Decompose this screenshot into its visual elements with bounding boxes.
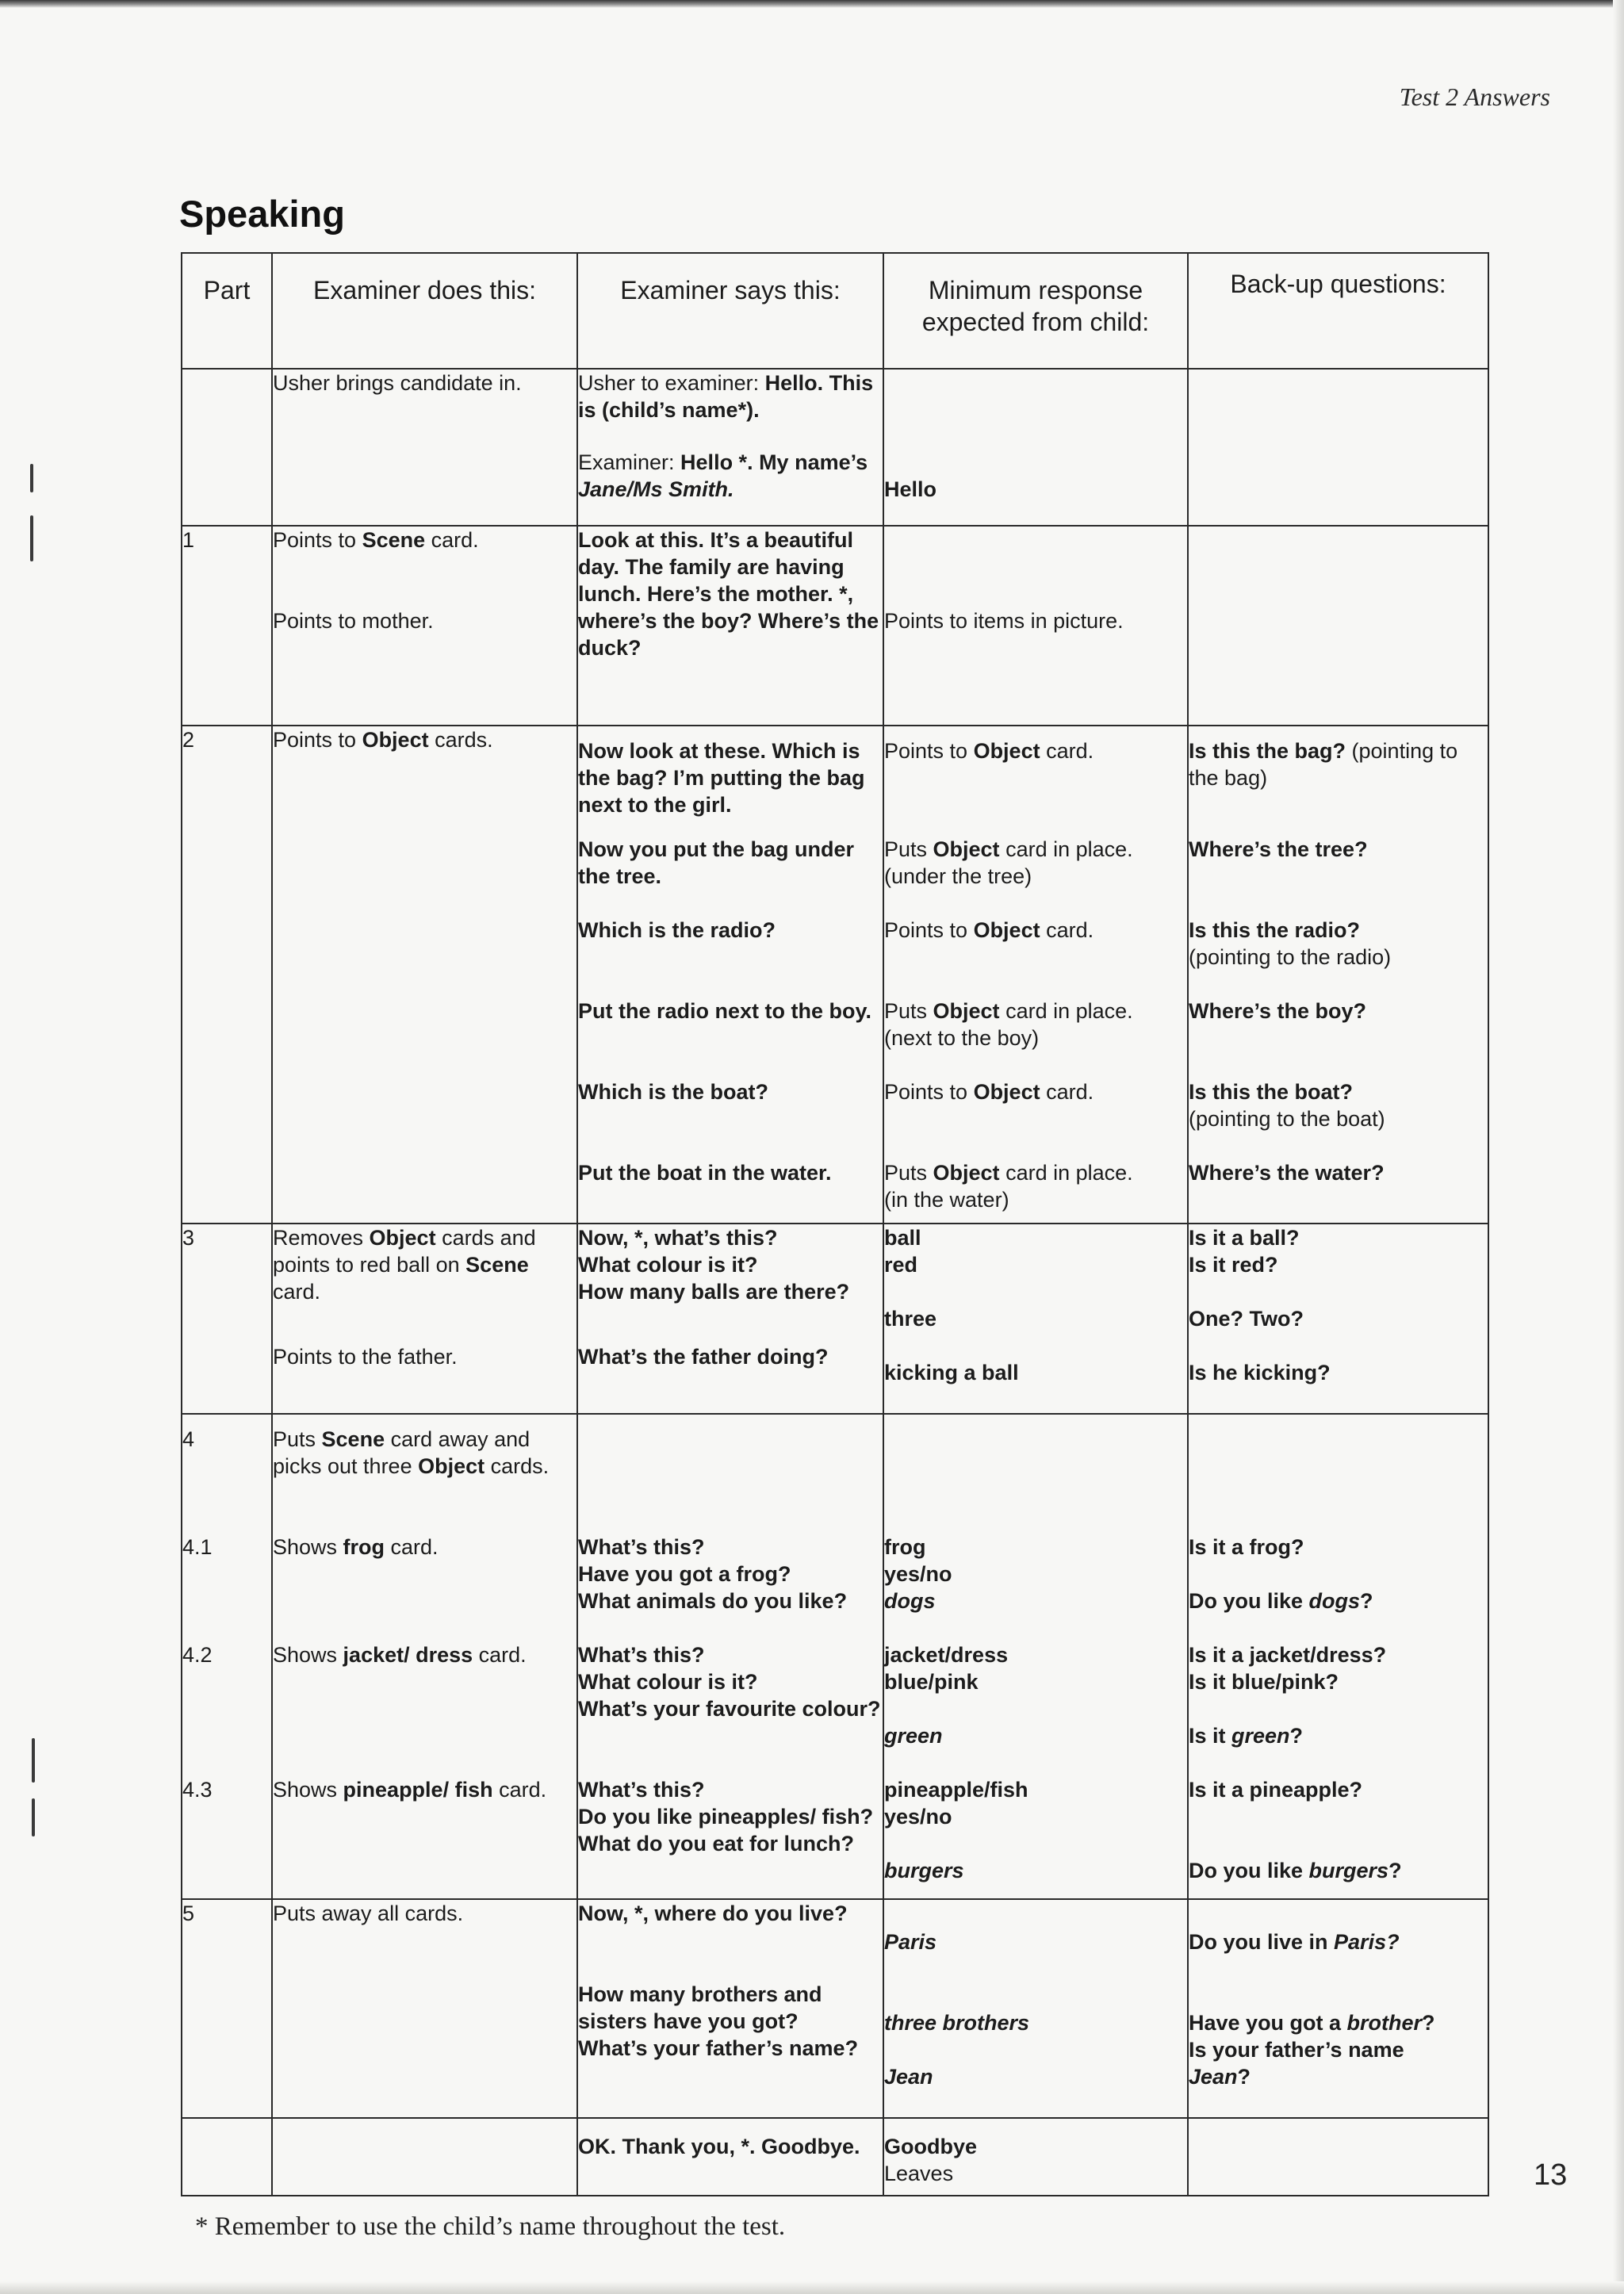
does-cell: Removes Object cards and points to red ball on Scene card. Points to the father. [272, 1224, 577, 1414]
footnote: * Remember to use the child’s name throughout the test. [195, 2212, 786, 2241]
part-cell [182, 369, 272, 526]
says-cell: Now look at these. Which is the bag? I’m putting the bag next to the girl. Now you put the bag under the tree. Which is the radio? Put the radio next to the boy. Which is the boat? Put the boat in the water. [577, 726, 883, 1224]
table-row [182, 1414, 1488, 1899]
says-cell: Look at this. It’s a beautiful day. The family are having lunch. Here’s the mother. *, where’s the boy? Where’s the duck? [577, 526, 883, 726]
says-cell: Now, *, where do you live? How many brothers and sisters have you got? What’s your father’s name? [577, 1899, 883, 2118]
column-header: Back-up questions: [1188, 253, 1488, 369]
says-cell: What’s this? Have you got a frog? What animals do you like? What’s this? What colour is it? What’s your favourite colour? What’s this? Do you like pineapples/ fish? What do you eat for lunch? [577, 1414, 883, 1899]
column-header: Examiner says this: [577, 253, 883, 369]
does-cell: Points to Object cards. [272, 726, 577, 1224]
backup-cell: Is it a frog? Do you like dogs? Is it a jacket/dress? Is it blue/pink? Is it green? Is it a pineapple? Do you like burgers? [1188, 1414, 1488, 1899]
response-cell: Points to items in picture. [883, 526, 1188, 726]
does-cell: Usher brings candidate in. [272, 369, 577, 526]
part-cell: 2 [182, 726, 272, 1224]
scan-top-edge [0, 0, 1624, 8]
does-cell: Puts away all cards. [272, 1899, 577, 2118]
binder-mark [30, 464, 33, 492]
backup-cell: Do you live in Paris? Have you got a brother? Is your father’s name Jean? [1188, 1899, 1488, 2118]
backup-cell [1188, 526, 1488, 726]
part-cell: 5 [182, 1899, 272, 2118]
part-cell: 3 [182, 1224, 272, 1414]
backup-cell: Is this the bag? (pointing to the bag) Where’s the tree? Is this the radio? (pointing to the radio) Where’s the boy? Is this the boat? (pointing to the boat) Where’s the water? [1188, 726, 1488, 1224]
response-cell: Paris three brothers Jean [883, 1899, 1188, 2118]
says-cell: Now, *, what’s this? What colour is it? How many balls are there? What’s the father doing? [577, 1224, 883, 1414]
binder-mark [32, 1738, 35, 1783]
response-cell: Hello [883, 369, 1188, 526]
response-cell: frog yes/no dogs jacket/dress blue/pink green pineapple/fish yes/no burgers [883, 1414, 1188, 1899]
does-cell: Points to Scene card. Points to mother. [272, 526, 577, 726]
table-row [182, 726, 1488, 1224]
table-header-row [182, 253, 1488, 369]
scan-right-edge [1613, 0, 1624, 2294]
column-header: Part [182, 253, 272, 369]
says-cell: OK. Thank you, *. Goodbye. [577, 2118, 883, 2196]
table-row [182, 1224, 1488, 1414]
scan-bottom-edge [0, 2281, 1624, 2294]
part-cell: 4 4.1 4.2 4.3 [182, 1414, 272, 1899]
table-row [182, 369, 1488, 526]
says-cell: Usher to examiner: Hello. This is (child’s name*). Examiner: Hello *. My name’s Jane/Ms Smith. [577, 369, 883, 526]
response-cell: Goodbye Leaves [883, 2118, 1188, 2196]
does-cell: Puts Scene card away and picks out three Object cards. Shows frog card. Shows jacket/ dress card. Shows pineapple/ fish card. [272, 1414, 577, 1899]
page-number: 13 [1534, 2158, 1568, 2192]
section-title: Speaking [179, 193, 345, 235]
binder-mark [32, 1798, 35, 1836]
table-row [182, 2118, 1488, 2196]
speaking-table [181, 252, 1488, 2196]
backup-cell [1188, 2118, 1488, 2196]
column-header: Examiner does this: [272, 253, 577, 369]
running-header: Test 2 Answers [1399, 82, 1550, 111]
table-row [182, 526, 1488, 726]
part-cell [182, 2118, 272, 2196]
binder-mark [30, 515, 33, 561]
backup-cell [1188, 369, 1488, 526]
part-cell: 1 [182, 526, 272, 726]
response-cell: Points to Object card. Puts Object card in place. (under the tree) Points to Object card. Puts Object card in place. (next to the boy) Points to Object card. Puts Object card in place. (in the water) [883, 726, 1188, 1224]
column-header: Minimum response expected from child: [883, 253, 1188, 369]
response-cell: ball red three kicking a ball [883, 1224, 1188, 1414]
table-row [182, 1899, 1488, 2118]
does-cell [272, 2118, 577, 2196]
backup-cell: Is it a ball? Is it red? One? Two? Is he kicking? [1188, 1224, 1488, 1414]
